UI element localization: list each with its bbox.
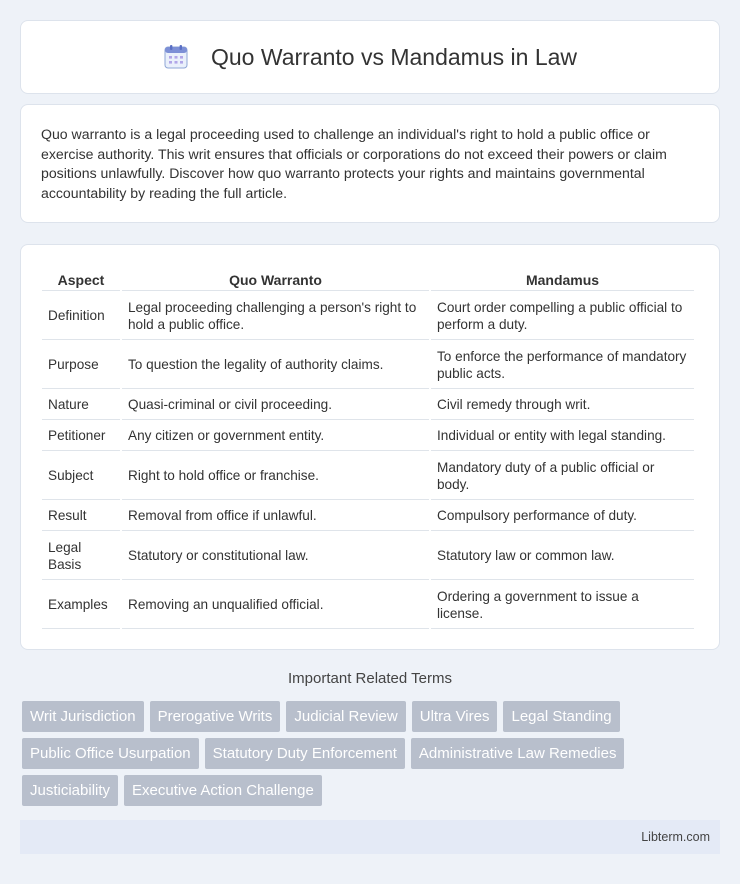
aspect-cell: Examples <box>42 582 120 629</box>
intro-card <box>20 104 720 223</box>
calendar-icon <box>163 44 189 70</box>
quo-warranto-cell: Quasi-criminal or civil proceeding. <box>122 391 429 420</box>
column-header-aspect: Aspect <box>42 267 120 291</box>
table-row <box>42 342 694 389</box>
mandamus-cell: To enforce the performance of mandatory public acts. <box>431 342 694 389</box>
mandamus-cell: Ordering a government to issue a license. <box>431 582 694 629</box>
related-term-tag[interactable]: Administrative Law Remedies <box>411 738 625 769</box>
quo-warranto-cell: Statutory or constitutional law. <box>122 533 429 580</box>
intro-paragraph: Quo warranto is a legal proceeding used to challenge an individual's right to hold a public office or exercise authority. This writ ensures that officials or corporations do not exceed their powers or claim positions unlawfully. Discover how quo warranto protects your rights and maintains governmental accountability by reading the full article. <box>41 126 667 201</box>
quo-warranto-cell: Removal from office if unlawful. <box>122 502 429 531</box>
mandamus-cell: Court order compelling a public official to perform a duty. <box>431 293 694 340</box>
column-header-mandamus: Mandamus <box>431 267 694 291</box>
mandamus-cell: Civil remedy through writ. <box>431 391 694 420</box>
table-row <box>42 502 694 531</box>
related-term-tag[interactable]: Legal Standing <box>503 701 619 732</box>
related-terms-list <box>22 701 702 812</box>
aspect-cell: Purpose <box>42 342 120 389</box>
related-term-tag[interactable]: Judicial Review <box>286 701 405 732</box>
related-term-tag[interactable]: Justiciability <box>22 775 118 806</box>
quo-warranto-cell: Removing an unqualified official. <box>122 582 429 629</box>
quo-warranto-cell: To question the legality of authority claims. <box>122 342 429 389</box>
table-row <box>42 453 694 500</box>
aspect-cell: Result <box>42 502 120 531</box>
comparison-card <box>20 244 720 650</box>
mandamus-cell: Mandatory duty of a public official or body. <box>431 453 694 500</box>
quo-warranto-cell: Legal proceeding challenging a person's right to hold a public office. <box>122 293 429 340</box>
related-term-tag[interactable]: Executive Action Challenge <box>124 775 322 806</box>
quo-warranto-cell: Any citizen or government entity. <box>122 422 429 451</box>
related-term-tag[interactable]: Public Office Usurpation <box>22 738 199 769</box>
table-row <box>42 293 694 340</box>
table-row <box>42 391 694 420</box>
aspect-cell: Nature <box>42 391 120 420</box>
aspect-cell: Definition <box>42 293 120 340</box>
quo-warranto-cell: Right to hold office or franchise. <box>122 453 429 500</box>
table-header-row <box>42 267 694 291</box>
aspect-cell: Subject <box>42 453 120 500</box>
table-row <box>42 422 694 451</box>
related-term-tag[interactable]: Statutory Duty Enforcement <box>205 738 405 769</box>
table-row <box>42 582 694 629</box>
footer-brand-link[interactable]: Libterm.com <box>641 830 710 844</box>
header-card <box>20 20 720 94</box>
mandamus-cell: Individual or entity with legal standing. <box>431 422 694 451</box>
related-term-tag[interactable]: Prerogative Writs <box>150 701 281 732</box>
comparison-table <box>40 265 696 631</box>
related-term-tag[interactable]: Ultra Vires <box>412 701 498 732</box>
related-term-tag[interactable]: Writ Jurisdiction <box>22 701 144 732</box>
page-title: Quo Warranto vs Mandamus in Law <box>210 43 578 70</box>
column-header-quo-warranto: Quo Warranto <box>122 267 429 291</box>
aspect-cell: Petitioner <box>42 422 120 451</box>
mandamus-cell: Compulsory performance of duty. <box>431 502 694 531</box>
footer <box>20 820 720 854</box>
mandamus-cell: Statutory law or common law. <box>431 533 694 580</box>
aspect-cell: Legal Basis <box>42 533 120 580</box>
table-row <box>42 533 694 580</box>
related-terms-heading: Important Related Terms <box>288 670 452 687</box>
